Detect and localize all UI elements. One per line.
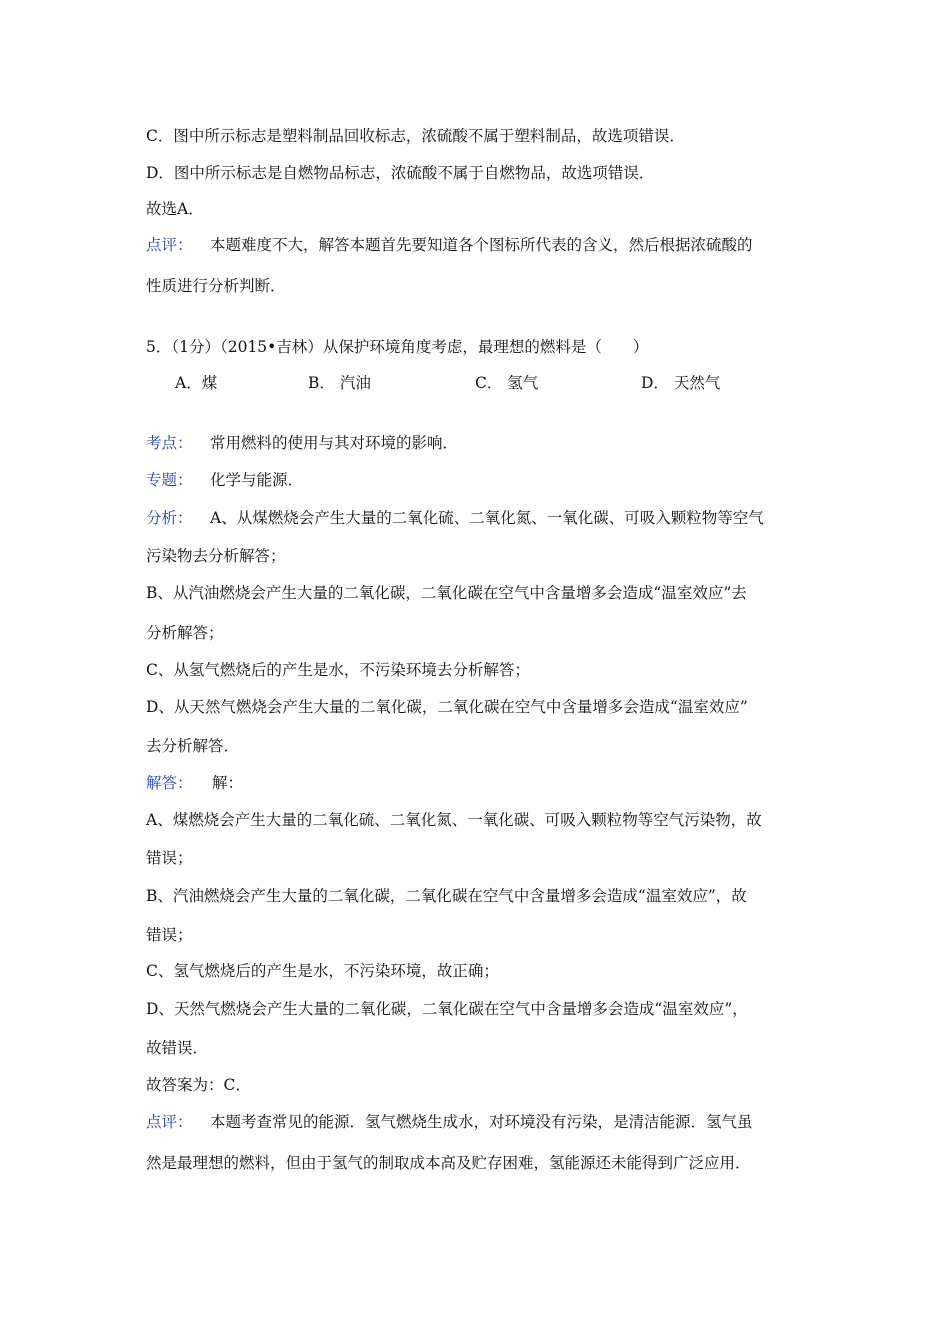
kaodian-row [146, 433, 458, 453]
dianping-label: 点评： [146, 1113, 193, 1131]
fenxi-line2: 污染物去分析解答； [146, 547, 286, 565]
fenxi-d-line1: D、从天然气燃烧会产生大量的二氧化碳，二氧化碳在空气中含量增多会造成“温室效应” [146, 698, 748, 716]
prev-comment [146, 235, 753, 255]
prev-option-d: D．图中所示标志是自燃物品标志，浓硫酸不属于自燃物品，故选项错误． [146, 164, 655, 182]
jieda-text: 解： [212, 774, 244, 792]
jieda-b-line1: B、汽油燃烧会产生大量的二氧化碳，二氧化碳在空气中含量增多会造成“温室效应”，故 [146, 887, 747, 905]
fenxi-text: A、从煤燃烧会产生大量的二氧化硫、二氧化氮、一氧化碳、可吸入颗粒物等空气 [210, 509, 764, 527]
zhuanti-row [146, 470, 303, 490]
q5-option-a: A．煤 [175, 374, 218, 392]
jieda-d-line1: D、天然气燃烧会产生大量的二氧化碳，二氧化碳在空气中含量增多会造成“温室效应”， [146, 1000, 748, 1018]
q5-answer: 故答案为：C． [146, 1076, 251, 1094]
q5-option-b: B． 汽油 [308, 374, 371, 392]
kaodian-label: 考点： [146, 434, 193, 452]
prev-comment-text: 本题难度不大，解答本题首先要知道各个图标所代表的含义，然后根据浓硫酸的 [210, 236, 753, 254]
fenxi-label: 分析： [146, 509, 193, 527]
prev-comment-label: 点评： [146, 236, 193, 254]
prev-option-c: C．图中所示标志是塑料制品回收标志，浓硫酸不属于塑料制品，故选项错误． [146, 127, 685, 145]
dianping-text: 本题考查常见的能源．氢气燃烧生成水，对环境没有污染，是清洁能源．氢气虽 [210, 1113, 753, 1131]
q5-stem: 5．（1分）（2015•吉林）从保护环境角度考虑，最理想的燃料是（ ） [146, 338, 649, 356]
jieda-a-line1: A、煤燃烧会产生大量的二氧化硫、二氧化氮、一氧化碳、可吸入颗粒物等空气污染物，故 [146, 811, 762, 829]
jieda-label: 解答： [146, 774, 193, 792]
dianping-row [146, 1112, 753, 1132]
fenxi-b-line2: 分析解答； [146, 624, 224, 642]
fenxi-d-line2: 去分析解答． [146, 737, 240, 755]
jieda-row [146, 773, 243, 793]
jieda-a-line2: 错误； [146, 849, 193, 867]
dianping-line2: 然是最理想的燃料，但由于氢气的制取成本高及贮存困难，氢能源还未能得到广泛应用． [146, 1154, 751, 1172]
jieda-d-line2: 故错误． [146, 1039, 209, 1057]
prev-comment-line2: 性质进行分析判断． [146, 277, 286, 295]
jieda-c-line: C、氢气燃烧后的产生是水，不污染环境，故正确； [146, 962, 499, 980]
q5-option-d: D． 天然气 [641, 374, 721, 392]
fenxi-c-line: C、从氢气燃烧后的产生是水，不污染环境去分析解答； [146, 661, 530, 679]
zhuanti-text: 化学与能源． [210, 471, 304, 489]
q5-option-c: C． 氢气 [475, 374, 539, 392]
fenxi-row [146, 508, 764, 528]
prev-answer: 故选A． [146, 200, 204, 218]
jieda-b-line2: 错误； [146, 926, 193, 944]
fenxi-b-line1: B、从汽油燃烧会产生大量的二氧化碳，二氧化碳在空气中含量增多会造成“温室效应”去 [146, 584, 747, 602]
kaodian-text: 常用燃料的使用与其对环境的影响． [210, 434, 459, 452]
zhuanti-label: 专题： [146, 471, 193, 489]
